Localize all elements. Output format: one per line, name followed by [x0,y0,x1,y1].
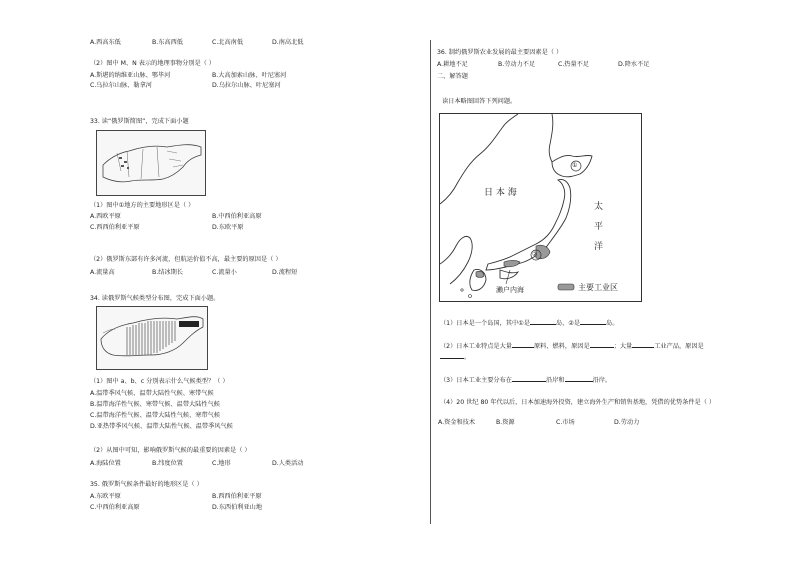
q4-stem: （4）20 世纪 80 年代以后，日本加速海外投资，建立海外生产和销售基地，凭借的优势条件是（ ） [440,399,716,406]
q32-option-a: A.斯堪的纳维亚山脉、鄂毕河 [90,72,171,79]
q2-text-d: 工业产品，原因是 [654,343,704,350]
column-divider [430,40,431,524]
q34-2-option-c: C.地形 [212,460,231,467]
q2-text-e: 。 [464,354,471,361]
q3-text-c: 沿岸。 [592,377,612,384]
q31-option-c: C.北高南低 [212,39,244,46]
q2-blank-2[interactable] [590,341,614,348]
pacific-label-2: 平 [594,222,604,232]
q32-option-d: D.乌拉尔山脉、叶尼塞河 [212,82,281,89]
russia-sketch-map [96,130,206,196]
q2-blank-1[interactable] [512,341,534,348]
q2-line [440,341,704,351]
marker-2: ② [532,251,538,258]
pacific-label-3: 洋 [594,242,604,252]
sea-of-japan-label: 日 本 海 [484,188,517,198]
seto-inland-sea-label: 濑户内海 [496,286,524,294]
q36-option-c: C.热量不足 [558,61,590,68]
q36-option-b: B.劳动力不足 [498,61,536,68]
q33-title: 33. 读“俄罗斯简图”，完成下面小题 [90,118,189,125]
q36-option-a: A.耕地不足 [437,61,468,68]
q31-option-b: B.东高西低 [152,39,183,46]
q35-title: 35. 俄罗斯气候条件最好的地形区是（ ） [90,481,203,488]
q2-blank-4[interactable] [440,352,464,359]
q1-blank-1[interactable] [530,318,556,325]
q32-stem: （2）图中 M、N 表示的地理事物分别是（ ） [90,60,215,67]
q2-text-c: ；大量 [613,343,633,350]
q35-option-a: A.东欧平原 [90,493,121,500]
q2-text-b: 原料、燃料，原因是 [534,343,590,350]
q34-2-stem: （2）从图中可知，影响俄罗斯气候的最重要的因素是（ ） [90,447,251,454]
q34-2-option-d: D.人类活动 [272,460,304,467]
q2-text-a: （2）日本工业特点是大量 [440,343,512,350]
q35-option-d: D.东西伯利亚山地 [212,504,263,511]
q1-line [440,318,618,328]
q33-2-option-d: D.流程短 [272,269,298,276]
q36-option-d: D.降水不足 [618,61,650,68]
q3-blank-2[interactable] [565,375,593,382]
q33-1-stem: （1）图中①地方的主要地形区是（ ） [90,202,195,209]
section-title: 二、解答题 [437,73,468,80]
q33-1-option-c: C.西西伯利亚平原 [90,224,140,231]
q3-text-a: （3）日本工业主要分布在 [440,377,512,384]
map-intro: 读日本略图回答下列问题。 [442,98,517,105]
q34-title: 34. 读俄罗斯气候类型分布图，完成下面小题。 [90,295,220,302]
q36-stem: 36. 制约俄罗斯农业发展的最主要因素是（ ） [437,49,563,56]
q33-2-option-b: B.结冰期长 [152,269,183,276]
q4-option-d: D.劳动力 [614,419,640,426]
q31-option-a: A.西高东低 [90,39,121,46]
q33-2-option-a: A.流量高 [90,269,115,276]
q34-2-option-a: A.海陆位置 [90,460,121,467]
q35-option-b: B.西西伯利亚平原 [212,493,262,500]
q3-text-b: 沿岸和 [546,377,565,384]
q35-option-c: C.中西伯利亚高原 [90,504,140,511]
q34-1-option-d: D.亚热带季风气候、温带大陆性气候、温带季风气候 [90,423,233,430]
q4-option-c: C.市场 [556,419,575,426]
q1-text-c: 岛。 [606,320,619,327]
q4-option-a: A.资金和技术 [438,419,476,426]
marker-1: ① [572,162,578,169]
q33-1-option-a: A.西欧平原 [90,213,121,220]
q34-2-option-b: B.纬度位置 [152,460,183,467]
pacific-label-1: 太 [594,202,604,212]
q33-1-option-b: B.中西伯利亚高原 [212,213,262,220]
q1-blank-2[interactable] [580,318,606,325]
q34-1-option-a: A.温带季风气候、温带大陆性气候、寒带气候 [90,390,214,397]
russia-climate-map [96,306,208,370]
q32-option-b: B.大高加索山脉、叶尼塞河 [212,72,287,79]
q1-text-b: 岛，②是 [555,320,581,327]
q33-2-stem: （2）俄罗斯东部有许多河流，但航运价值不高，最主要的原因是（ ） [90,256,282,263]
q1-text-a: （1）日本是一个岛国，其中①是 [440,320,530,327]
q4-option-b: B.资源 [496,419,515,426]
q34-1-option-b: B.温带海洋性气候、寒带气候、温带大陆性气候 [90,401,220,408]
q32-option-c: C.乌拉尔山脉、勒拿河 [90,82,152,89]
q34-1-stem: （1）图中 a、b、c 分别表示什么气候类型？（ ） [90,378,229,385]
q34-1-option-c: C.温带海洋性气候、温带大陆性气候、寒带气候 [90,412,221,419]
q33-1-option-d: D.东欧平原 [212,224,244,231]
q3-line [440,375,611,385]
q2-blank-3[interactable] [632,341,654,348]
japan-map [439,113,642,302]
q2-line-2 [440,352,470,362]
legend-label: 主要工业区 [578,283,618,292]
q3-blank-1[interactable] [512,375,546,382]
q31-option-d: D.南高北低 [272,39,304,46]
q33-2-option-c: C.流量小 [212,269,237,276]
